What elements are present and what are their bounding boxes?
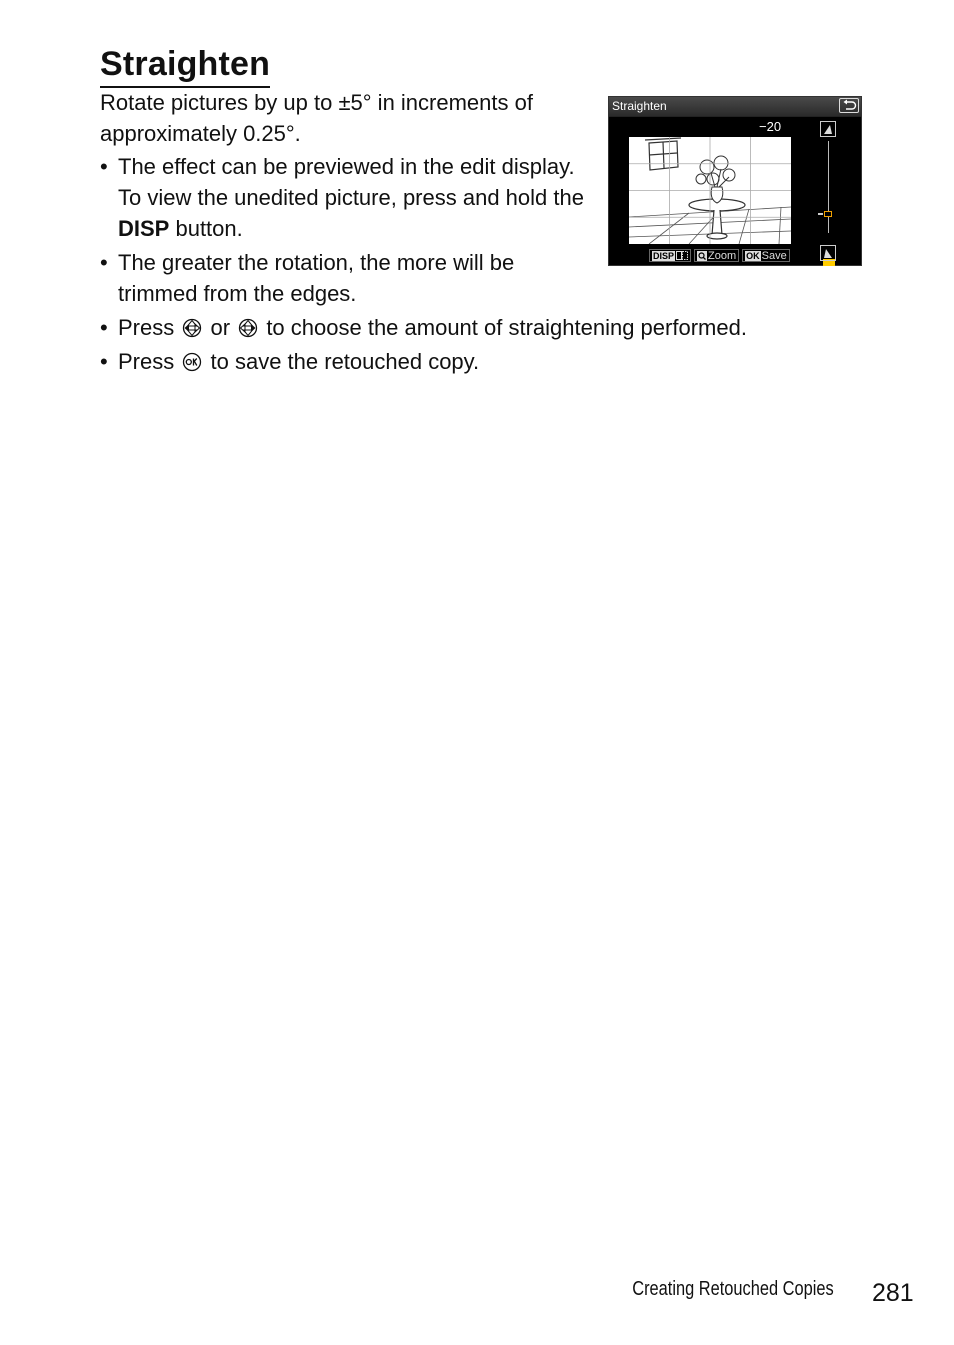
- straighten-slider[interactable]: [817, 119, 841, 263]
- bullet-text: button.: [169, 216, 243, 241]
- return-icon[interactable]: [839, 98, 859, 113]
- bullet-item: [100, 346, 840, 377]
- save-label: Save: [761, 249, 787, 262]
- ok-key: OK: [746, 250, 760, 261]
- camera-screen: [608, 96, 862, 266]
- screen-footer: [649, 249, 790, 262]
- save-hint: [742, 249, 790, 262]
- zoom-label: Zoom: [708, 249, 737, 262]
- slider-handle[interactable]: [824, 211, 832, 217]
- screen-title: Straighten: [612, 99, 667, 113]
- zoom-icon: [697, 251, 707, 261]
- bullet-dot: •: [100, 315, 108, 340]
- bullet-dot: •: [100, 349, 108, 374]
- bullet-item: [100, 312, 840, 343]
- multi-selector-left-icon: [182, 318, 202, 338]
- bullet-item: [100, 151, 588, 244]
- bullet-text: The greater the rotation, the more will be trimmed from the edges.: [118, 250, 515, 306]
- intro-text: Rotate pictures by up to ±5° in increments of approximately 0.25°.: [100, 90, 533, 146]
- image-preview: [629, 137, 791, 244]
- slider-track: [828, 141, 829, 233]
- disp-button-label: DISP: [118, 216, 170, 241]
- bullet-item: [100, 247, 588, 309]
- zoom-hint: [694, 249, 739, 262]
- bullet-text: to save the retouched copy.: [210, 349, 480, 374]
- screen-header: [609, 97, 861, 117]
- section-footer: Creating Retouched Copies: [632, 1278, 834, 1300]
- slider-center-tick: [818, 213, 823, 215]
- bullet-dot: •: [100, 250, 108, 275]
- bullet-text: Press: [118, 349, 175, 374]
- ok-button-icon: [182, 352, 202, 372]
- rotate-right-icon: [820, 121, 836, 137]
- page-number: 281: [872, 1279, 914, 1307]
- page-title: Straighten: [100, 42, 270, 88]
- straighten-value: −20: [759, 119, 782, 134]
- bullet-text: The effect can be previewed in the edit display. To view the unedited picture, press and hold the: [118, 154, 584, 210]
- disp-compare-hint: [649, 249, 691, 262]
- disp-key: DISP: [653, 250, 675, 261]
- bullet-dot: •: [100, 154, 108, 179]
- bullet-text: to choose the amount of straightening performed.: [266, 315, 747, 340]
- bullet-text: Press: [118, 315, 175, 340]
- compare-icon: [676, 251, 688, 260]
- bullet-text: or: [210, 315, 231, 340]
- rotate-left-icon: [820, 245, 836, 261]
- multi-selector-right-icon: [238, 318, 258, 338]
